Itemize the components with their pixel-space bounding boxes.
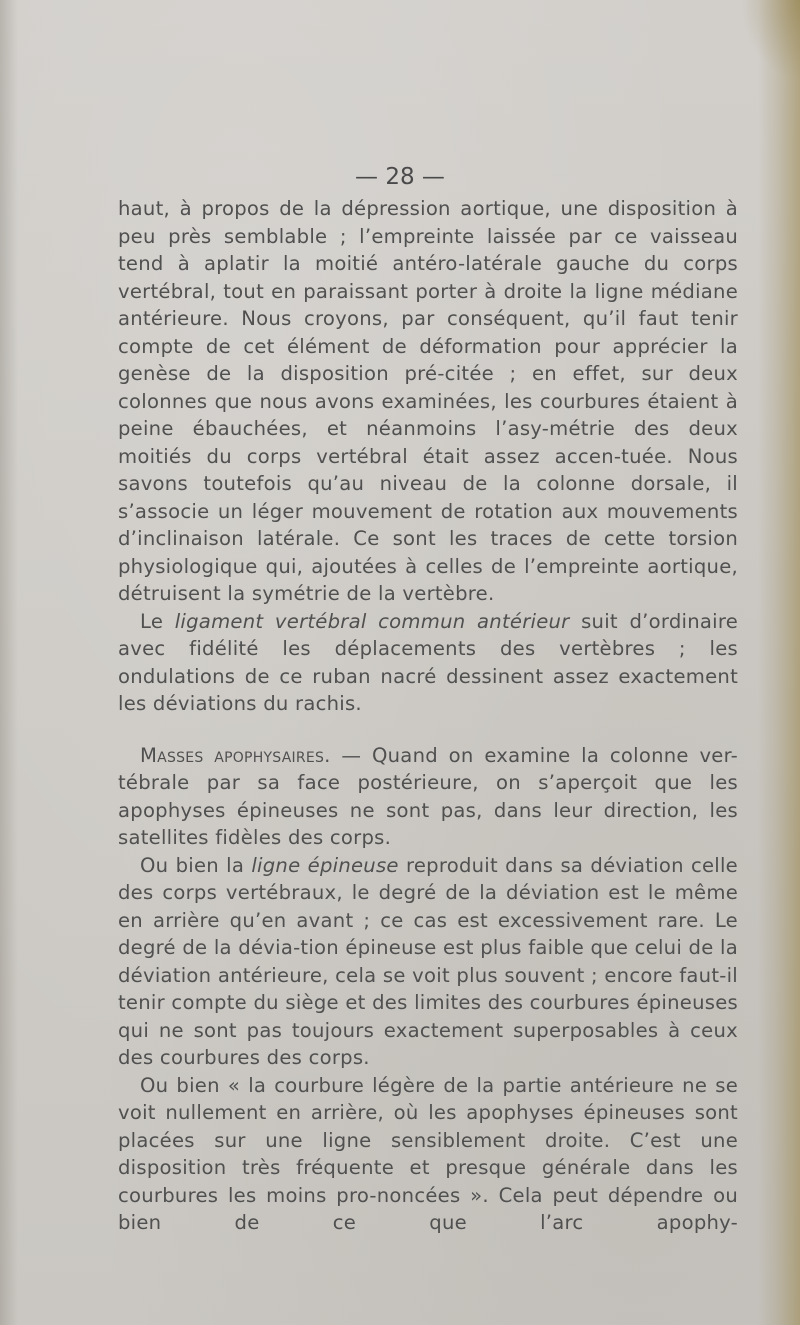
paragraph-quote: Ou bien « la courbure légère de la partie antérieure ne se voit nullement en arrière, où les apophyses épineuses sont placées sur une ligne sensiblement droite. C’est une disposition très fréquente et presque générale dans les courbures les moins pro-noncées ». Cela peut dépendre ou bien de ce que l’arc apophy- bbox=[118, 1073, 738, 1234]
paragraph-ligne-epineuse bbox=[118, 852, 738, 1072]
section-heading: Masses apophysaires. bbox=[140, 743, 331, 767]
paragraph-ligament-lead: Le bbox=[140, 609, 175, 633]
paragraph-ligament bbox=[118, 608, 738, 718]
page-corner-stain bbox=[740, 0, 800, 80]
paragraph-aortic-depression: haut, à propos de la dépression aortique, une disposition à peu près semblable ; l’empreinte laissée par ce vaisseau tend à aplatir la moitié antéro-latérale gauche du corps vertébral, tout en paraissant porter à droite la ligne médiane antérieure. Nous croyons, par conséquent, qu’il faut tenir compte de cet élément de déformation pour apprécier la genèse de la disposition pré-citée ; en effet, sur deux colonnes que nous avons examinées, les courbures étaient à peine ébauchées, et néanmoins l’asy-métrie des deux moitiés du corps vertébral était assez accen-tuée. Nous savons toutefois qu’au niveau de la colonne dorsale, il s’associe un léger mouvement de rotation aux mouvements d’inclinaison latérale. Ce sont les traces de cette torsion physiologique qui, ajoutées à celles de l’empreinte aortique, détruisent la symétrie de la vertèbre. bbox=[118, 197, 738, 605]
paragraph-ligament-body: suit d’ordinaire avec fidélité les déplacements des vertèbres ; les ondulations de ce ruban nacré dessinent assez exactement les déviations du rachis. bbox=[118, 609, 738, 715]
body-text bbox=[118, 195, 738, 1237]
paragraph-ligne-body: reproduit dans sa déviation celle des corps vertébraux, le degré de la déviation est le même en arrière qu’en avant ; ce cas est excessivement rare. Le degré de la dévia-tion épineuse est plus faible que celui de la déviation antérieure, cela se voit plus souvent ; encore faut-il tenir compte du siège et des limites des courbures épineuses qui ne sont pas toujours exactement superposables à ceux des courbures des corps. bbox=[118, 853, 738, 1069]
page-number: — 28 — bbox=[355, 164, 445, 190]
term-ligament: ligament vertébral commun antérieur bbox=[174, 609, 570, 633]
page-right-edge-stain bbox=[758, 0, 800, 1325]
paragraph-masses-body: — Quand on examine la colonne ver-tébrale par sa face postérieure, on s’aperçoit que les apophyses épineuses ne sont pas, dans leur direction, les satellites fidèles des corps. bbox=[118, 743, 738, 849]
paragraph-ligne-lead: Ou bien la bbox=[140, 853, 252, 877]
page-left-edge-shadow bbox=[0, 0, 18, 1325]
paragraph-masses-apophysaires bbox=[118, 742, 738, 852]
term-ligne-epineuse: ligne épineuse bbox=[251, 853, 399, 877]
